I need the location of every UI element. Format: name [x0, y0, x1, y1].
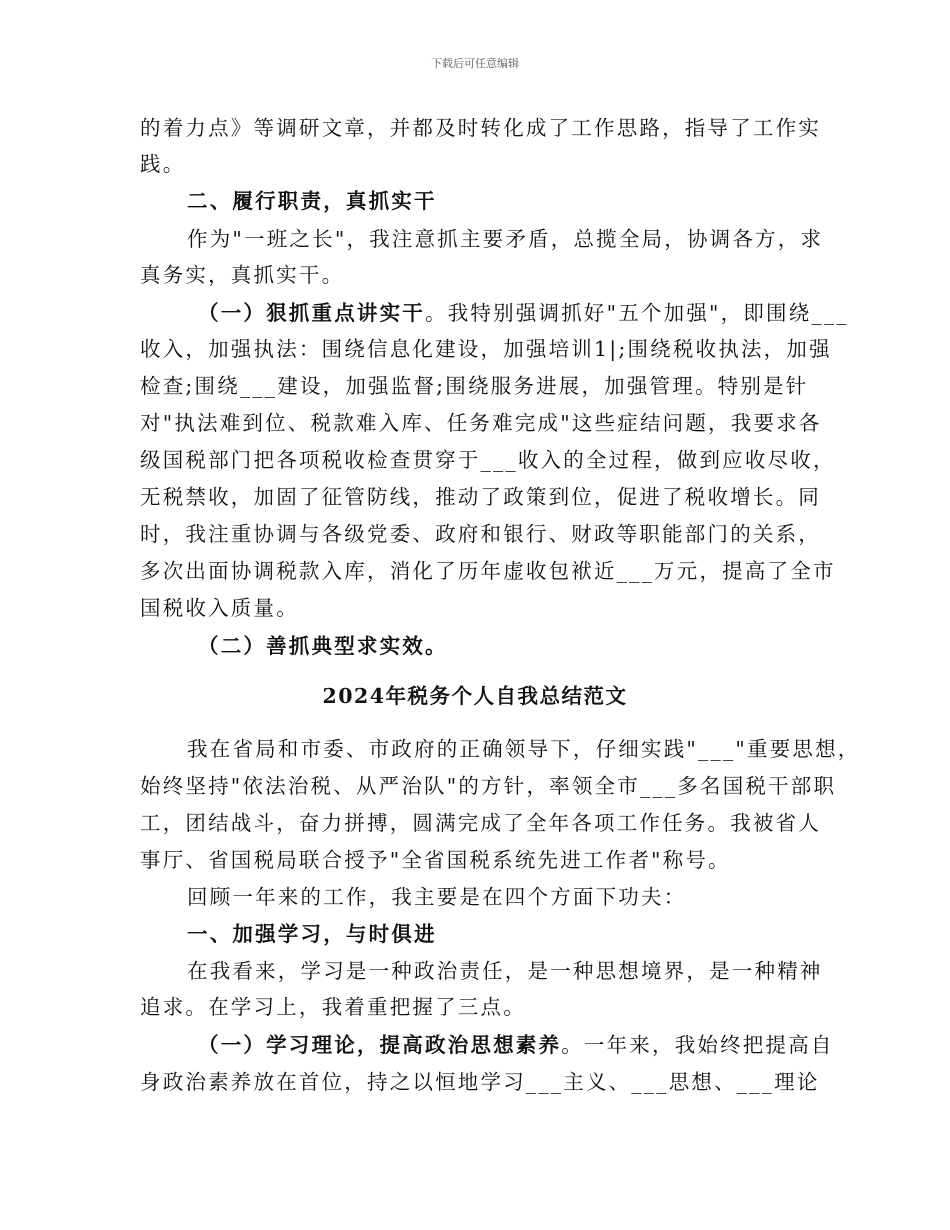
body-line: 回顾一年来的工作，我主要是在四个方面下功夫： [187, 885, 687, 909]
body-line: 无税禁收，加固了征管防线，推动了政策到位，促进了税收增长。同 [140, 485, 821, 509]
body-line: 时，我注重协调与各级党委、政府和银行、财政等职能部门的关系， [140, 522, 821, 546]
body-text: 。一年来，我始终把提高自 [561, 1033, 834, 1057]
subheading-inline: （一）狠抓重点讲实干 [198, 301, 425, 325]
body-line: 真务实，真抓实干。 [140, 263, 345, 287]
body-line: 事厅、省国税局联合授予"全省国税系统先进工作者"称号。 [140, 848, 731, 872]
body-line: 始终坚持"依法治税、从严治队"的方针，率领全市___多名国税干部职 [140, 774, 837, 798]
section-heading: 二、履行职责，真抓实干 [187, 189, 437, 213]
page-header: 下载后可任意编辑 [431, 57, 519, 70]
body-line [198, 301, 849, 325]
body-line: 国税收入质量。 [140, 596, 299, 620]
body-line: 我在省局和市委、市政府的正确领导下，仔细实践"___"重要思想， [187, 737, 861, 761]
subheading-inline: （一）学习理论，提高政治思想素养 [198, 1033, 562, 1057]
body-line: 收入，加强执法：围绕信息化建设，加强培训1|;围绕税收执法，加强 [140, 337, 832, 361]
body-line: 级国税部门把各项税收检查贯穿于___收入的全过程，做到应收尽收， [140, 448, 836, 472]
body-line: 工，团结战斗，奋力拼搏，圆满完成了全年各项工作任务。我被省人 [140, 811, 821, 835]
section-heading: 一、加强学习，与时俱进 [187, 922, 437, 946]
body-line: 追求。在学习上，我着重把握了三点。 [140, 995, 526, 1019]
body-line: 身政治素养放在首位，持之以恒地学习___主义、___思想、___理论 [140, 1070, 820, 1094]
body-line: 的着力点》等调研文章，并都及时转化成了工作思路，指导了工作实 [140, 116, 821, 140]
body-line: 对"执法难到位、税款难入库、任务难完成"这些症结问题，我要求各 [140, 411, 822, 435]
body-line: 在我看来，学习是一种政治责任，是一种思想境界，是一种精神 [187, 959, 823, 983]
body-line: 作为"一班之长"，我注意抓主要矛盾，总揽全局，协调各方，求 [187, 227, 824, 251]
body-line: 检查;围绕___建设，加强监督;围绕服务进展，加强管理。特别是针 [140, 374, 809, 398]
subheading: （二）善抓典型求实效。 [198, 634, 448, 658]
document-title: 2024年税务个人自我总结范文 [322, 684, 628, 708]
body-line [198, 1033, 834, 1057]
body-line: 践。 [140, 152, 186, 176]
body-text: 。我特别强调抓好"五个加强"，即围绕___ [425, 301, 849, 325]
body-line: 多次出面协调税款入库，消化了历年虚收包袱近___万元，提高了全市 [140, 559, 836, 583]
